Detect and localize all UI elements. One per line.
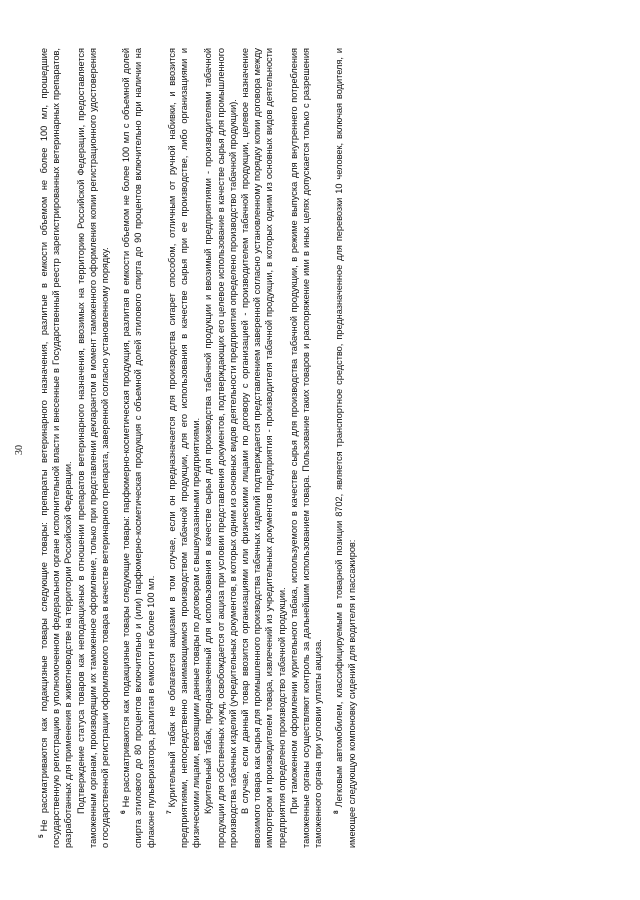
footnote-paragraph: В случае, если данный товар ввозится организациями или физическими лицами по договору с организацией - производителем табачной продукции, целевое назначение ввозимого товара как сырья для промышленного производства табачных изделий подтверждается представлением заверенной согласно установленному порядку копии договора между импортером и производителем товара, извлечений из учредительных документов предприятия - производителя табачной продукции, в которых одним из основных видов деятельности предприятия определено производство табачной продукции. xyxy=(240,48,287,848)
footnote-mark: 7 xyxy=(165,810,173,814)
footnote-6 xyxy=(120,48,157,848)
footnote-paragraph xyxy=(120,48,157,848)
footnote-text: Не рассматриваются как подакцизные товары следующие товары: препараты ветеринарного назначения, разлитые в емкости объемом не более 100 мл, прошедшие государственную регистрацию в уполномоченном федеральном органе исполнительной власти и внесенные в Государственный реестр зарегистрированных ветеринарных препаратов, разработанных для применения в животноводстве на территории Российской Федерации. xyxy=(39,48,74,848)
footnote-paragraph xyxy=(38,48,75,848)
footnote-5 xyxy=(38,48,111,848)
footnote-paragraph: Курительный табак, предназначенный для использования в качестве сырья для производства табачной продукции и ввозимый предприятиями - производителями табачной продукции для собственных нужд, освобождается от акциза при условии представления документов, подтверждающих его целевое использование в качестве сырья для промышленного производства табачных изделий (учредительных документов, в которых одним из основных видов деятельности предприятия определено производство табачной продукции). xyxy=(203,48,238,848)
footnote-8 xyxy=(333,48,357,848)
footnote-paragraph: Подтверждение статуса товаров как неподакцизных в отношении препаратов ветеринарного назначения, ввозимых на территорию Российской Федерации, предоставляется таможенным органам, производящим их таможенное оформление, только при представлении декларантом в момент таможенного оформления копии регистрационного удостоверения о государственной регистрации оформляемого товара в качестве ветеринарного препарата, заверенной согласно установленному порядку. xyxy=(75,48,111,848)
footnote-paragraph: При таможенном оформлении курительного табака, используемого в качестве сырья для производства табачной продукции, в режиме выпуска для внутреннего потребления таможенные органы осуществляют контроль за дальнейшим использованием товара. Пользование таких товаров и распоряжение ими в иных целях допускается только с разрешения таможенного органа при условии уплаты акциза. xyxy=(288,48,324,848)
footnote-text: Курительный табак не облагается акцизами в том случае, если он предназначается для производства сигарет способом, отличным от ручной набивки, и ввозится предприятиями, непосредственно занимающимися производством табачной продукции, для его использования в качестве сырья при ее производстве, либо организациями и физическими лицами, ввозящими данные товары по договорам с вышеуказанными предприятиями. xyxy=(166,48,202,848)
page-number: 30 xyxy=(14,445,25,455)
footnote-paragraph xyxy=(333,48,357,848)
footnote-mark: 8 xyxy=(333,810,341,814)
footnote-text: Не рассматриваются как подакцизные товары следующие товары: парфюмерно-косметическая продукция, разлитая в емкости объемом не более 100 мл с объемной долей спирта этилового до 80 процентов включительно и (или) парфюмерно-косметическая продукция с объемной долей этилового спирта до 90 процентов включительно при наличии на флаконе пульверизатора, разлитая в емкости не более 100 мл. xyxy=(121,48,156,848)
footnote-paragraph xyxy=(166,48,203,848)
footnote-mark: 6 xyxy=(120,810,128,814)
footnote-7 xyxy=(166,48,325,848)
footnote-text: Легковым автомобилем, классифицируемым в товарной позиции 8702, является транспортное средство, предназначенное для перевозки 10 человек, включая водителя, и имеющее следующую компоновку сидений для водителя и пассажиров: xyxy=(334,48,357,848)
footnote-mark: 5 xyxy=(37,834,45,838)
footnotes-block xyxy=(38,48,358,848)
